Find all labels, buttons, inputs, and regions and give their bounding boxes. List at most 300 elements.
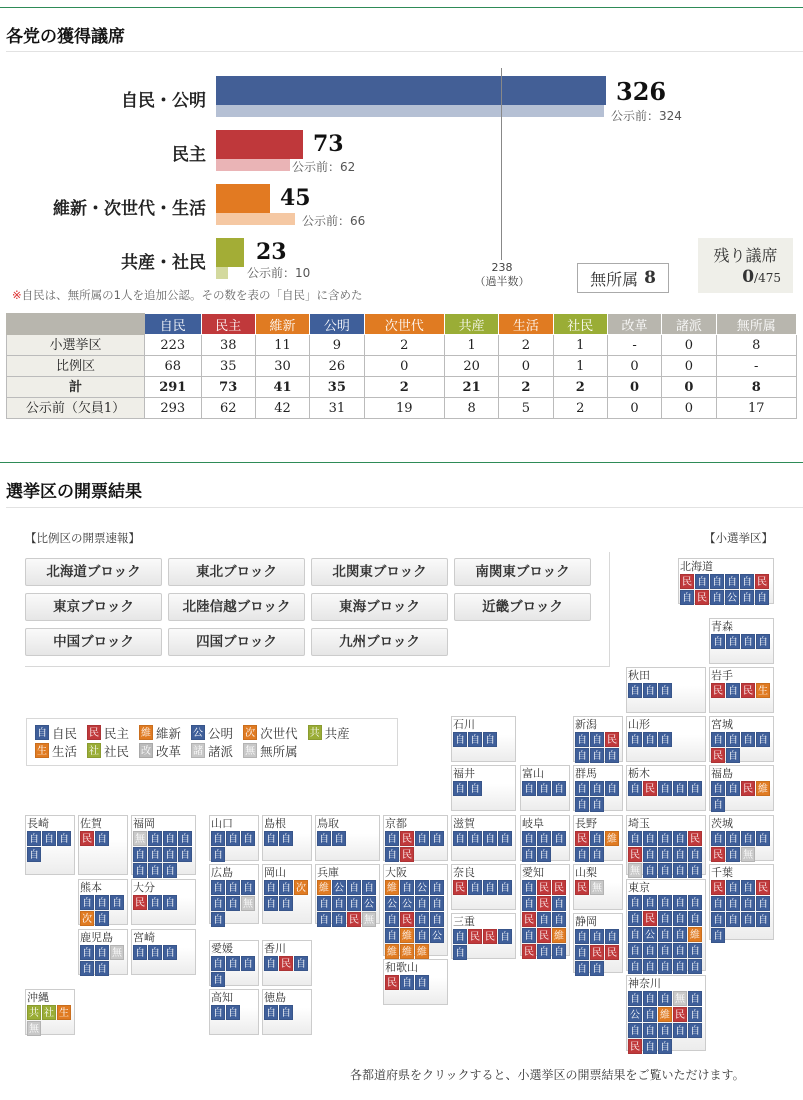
ldp-seat-icon: 自 <box>643 732 657 747</box>
table-cell: 0 <box>607 356 661 377</box>
ishin-seat-icon: 維 <box>552 928 566 943</box>
previous-seats-bar <box>216 267 228 279</box>
table-cell: 0 <box>607 377 661 398</box>
prefecture-name: 東京 <box>628 881 650 894</box>
ldp-seat-icon: 自 <box>643 1039 657 1054</box>
ldp-seat-icon: 自 <box>95 831 109 846</box>
table-cell: 2 <box>364 377 444 398</box>
prefecture-box[interactable] <box>520 864 570 956</box>
ldp-seat-icon: 自 <box>148 847 162 862</box>
ldp-seat-icon: 自 <box>453 781 467 796</box>
kaikaku-party-icon: 改 <box>139 743 153 758</box>
row-header: 公示前（欠員1） <box>7 398 145 419</box>
dpj-seat-icon: 民 <box>279 956 293 971</box>
ldp-seat-icon: 自 <box>711 928 725 943</box>
ldp-seat-icon: 自 <box>688 911 702 926</box>
ldp-seat-icon: 自 <box>522 831 536 846</box>
seat-chips <box>711 732 773 764</box>
legend-row <box>35 742 397 760</box>
legend-item-shoha <box>191 742 233 760</box>
prefecture-box[interactable] <box>626 975 706 1051</box>
prefecture-name: 島根 <box>264 817 286 830</box>
prefecture-box[interactable] <box>131 929 196 975</box>
table-cell: 8 <box>444 398 498 419</box>
prefecture-name: 秋田 <box>628 669 650 682</box>
block-button[interactable]: 北海道ブロック <box>25 558 162 586</box>
seat-chips <box>264 880 311 912</box>
dpj-seat-icon: 民 <box>483 929 497 944</box>
prefecture-name: 徳島 <box>264 991 286 1004</box>
ldp-seat-icon: 自 <box>756 896 770 911</box>
ldp-seat-icon: 自 <box>483 880 497 895</box>
ldp-seat-icon: 自 <box>226 956 240 971</box>
ldp-seat-icon: 自 <box>643 1023 657 1038</box>
block-button[interactable]: 東北ブロック <box>168 558 305 586</box>
dpj-seat-icon: 民 <box>133 895 147 910</box>
ldp-seat-icon: 自 <box>643 683 657 698</box>
legend-label: 自民 <box>52 726 78 741</box>
ldp-seat-icon: 自 <box>385 928 399 943</box>
table-cell: 35 <box>310 377 364 398</box>
ldp-seat-icon: 自 <box>453 831 467 846</box>
prefecture-box[interactable] <box>78 815 128 875</box>
dpj-seat-icon: 民 <box>590 945 604 960</box>
seat-chips <box>264 831 311 847</box>
ldp-seat-icon: 自 <box>211 956 225 971</box>
ldp-seat-icon: 自 <box>590 929 604 944</box>
dpj-seat-icon: 民 <box>453 880 467 895</box>
ldp-seat-icon: 自 <box>80 945 94 960</box>
ldp-seat-icon: 自 <box>575 847 589 862</box>
current-seats-bar <box>216 130 303 159</box>
ldp-seat-icon: 自 <box>688 847 702 862</box>
prefecture-box[interactable] <box>209 864 259 924</box>
ldp-seat-icon: 自 <box>415 912 429 927</box>
prefecture-box[interactable] <box>626 716 706 762</box>
block-button[interactable]: 南関東ブロック <box>454 558 591 586</box>
prefecture-box[interactable] <box>383 815 448 861</box>
ldp-seat-icon: 自 <box>673 847 687 862</box>
ldp-seat-icon: 自 <box>483 732 497 747</box>
ldp-seat-icon: 自 <box>741 880 755 895</box>
prefecture-name: 沖縄 <box>27 991 49 1004</box>
ldp-seat-icon: 自 <box>264 880 278 895</box>
seat-chips <box>264 956 311 972</box>
seat-chips <box>385 831 447 863</box>
ldp-seat-icon: 自 <box>27 847 41 862</box>
ldp-seat-icon: 自 <box>673 943 687 958</box>
table-corner <box>7 314 145 335</box>
prefecture-box[interactable] <box>626 815 706 875</box>
ldp-seat-icon: 自 <box>498 831 512 846</box>
ldp-seat-icon: 自 <box>430 831 444 846</box>
prefecture-name: 佐賀 <box>80 817 102 830</box>
komei-seat-icon: 公 <box>643 927 657 942</box>
dpj-seat-icon: 民 <box>605 732 619 747</box>
ldp-seat-icon: 自 <box>628 683 642 698</box>
dpj-seat-icon: 民 <box>537 880 551 895</box>
prefecture-box[interactable] <box>209 815 259 861</box>
dpj-seat-icon: 民 <box>680 574 694 589</box>
previous-seat-count: 公示前：62 <box>292 160 356 174</box>
title-underline <box>6 507 803 508</box>
prefecture-box[interactable] <box>315 864 380 924</box>
prefecture-box[interactable] <box>131 815 196 875</box>
ldp-seat-icon: 自 <box>163 831 177 846</box>
majority-value: 238 <box>491 261 513 274</box>
ldp-seat-icon: 自 <box>226 880 240 895</box>
dpj-seat-icon: 民 <box>468 929 482 944</box>
ldp-seat-icon: 自 <box>688 863 702 878</box>
prefecture-name: 山梨 <box>575 866 597 879</box>
ldp-seat-icon: 自 <box>279 896 293 911</box>
ldp-seat-icon: 自 <box>726 880 740 895</box>
ldp-seat-icon: 自 <box>317 912 331 927</box>
prefecture-name: 山口 <box>211 817 233 830</box>
prefecture-box[interactable] <box>573 815 623 861</box>
block-button[interactable]: 東海ブロック <box>311 593 448 621</box>
seat-chips <box>211 831 258 863</box>
dpj-seat-icon: 民 <box>537 896 551 911</box>
ldp-seat-icon: 自 <box>415 831 429 846</box>
ldp-seat-icon: 自 <box>430 896 444 911</box>
prefecture-box[interactable] <box>573 716 623 762</box>
jisedai-party-icon: 次 <box>243 725 257 740</box>
dpj-seat-icon: 民 <box>673 1007 687 1022</box>
prefecture-box[interactable] <box>383 959 448 1005</box>
prefecture-name: 愛知 <box>522 866 544 879</box>
ldp-seat-icon: 自 <box>163 863 177 878</box>
table-cell: 291 <box>145 377 202 398</box>
prefecture-box[interactable] <box>573 765 623 811</box>
prefecture-name: 広島 <box>211 866 233 879</box>
proportional-header: 【比例区の開票速報】 <box>25 531 140 545</box>
prefecture-name: 和歌山 <box>385 961 418 974</box>
prefecture-name: 宮城 <box>711 718 733 731</box>
prefecture-box[interactable] <box>451 716 516 762</box>
party-label: 民主 <box>172 145 206 165</box>
ldp-seat-icon: 自 <box>498 929 512 944</box>
prefecture-box[interactable] <box>383 864 448 956</box>
ldp-seat-icon: 自 <box>725 574 739 589</box>
ldp-seat-icon: 自 <box>590 961 604 976</box>
komei-seat-icon: 公 <box>725 590 739 605</box>
prefecture-box[interactable] <box>262 989 312 1035</box>
legend-label: 無所属 <box>260 744 298 759</box>
table-cell: 2 <box>499 335 553 356</box>
ldp-seat-icon: 自 <box>537 912 551 927</box>
ldp-seat-icon: 自 <box>658 911 672 926</box>
legend-item-ishin <box>139 724 181 742</box>
ldp-seat-icon: 自 <box>695 574 709 589</box>
ldp-seat-icon: 自 <box>211 847 225 862</box>
ldp-seat-icon: 自 <box>756 831 770 846</box>
ldp-seat-icon: 自 <box>643 847 657 862</box>
ldp-seat-icon: 自 <box>95 911 109 926</box>
dpj-seat-icon: 民 <box>711 847 725 862</box>
table-cell: 2 <box>553 377 607 398</box>
seat-chips <box>628 732 705 748</box>
seat-chips <box>133 945 195 961</box>
ldp-seat-icon: 自 <box>741 912 755 927</box>
footnote <box>12 287 362 303</box>
previous-seat-count: 公示前：66 <box>302 214 366 228</box>
prefecture-box[interactable] <box>626 879 706 971</box>
prefecture-box[interactable] <box>262 940 312 986</box>
seat-chips <box>211 956 258 988</box>
prefecture-box[interactable] <box>626 765 706 811</box>
dpj-seat-icon: 民 <box>756 880 770 895</box>
table-cell: 35 <box>201 356 255 377</box>
ldp-seat-icon: 自 <box>658 991 672 1006</box>
block-button[interactable]: 九州ブロック <box>311 628 448 656</box>
prefecture-box[interactable] <box>678 558 774 604</box>
legend-label: 民主 <box>104 726 130 741</box>
block-button[interactable]: 四国ブロック <box>168 628 305 656</box>
party-column-header: 諸派 <box>662 314 716 335</box>
ldp-seat-icon: 自 <box>552 831 566 846</box>
seikatsu-seat-icon: 生 <box>756 683 770 698</box>
prefecture-box[interactable] <box>573 913 623 973</box>
ldp-seat-icon: 自 <box>241 956 255 971</box>
party-column-header: 共産 <box>444 314 498 335</box>
table-cell: 0 <box>607 398 661 419</box>
prefecture-box[interactable] <box>25 815 75 875</box>
legend-item-ldp <box>35 724 77 742</box>
ldp-seat-icon: 自 <box>575 929 589 944</box>
ind-party-icon: 無 <box>243 743 257 758</box>
legend-item-seikatsu <box>35 742 77 760</box>
ldp-seat-icon: 自 <box>211 912 225 927</box>
ldp-seat-icon: 自 <box>415 896 429 911</box>
block-button[interactable]: 中国ブロック <box>25 628 162 656</box>
ldp-seat-icon: 自 <box>385 831 399 846</box>
ldp-seat-icon: 自 <box>658 895 672 910</box>
prefecture-box[interactable] <box>709 864 774 940</box>
title-underline <box>6 51 803 52</box>
prefecture-box[interactable] <box>131 879 196 925</box>
table-cell: - <box>607 335 661 356</box>
ldp-seat-icon: 自 <box>95 961 109 976</box>
ishin-seat-icon: 維 <box>756 781 770 796</box>
ldp-seat-icon: 自 <box>294 956 308 971</box>
ldp-seat-icon: 自 <box>468 880 482 895</box>
ldp-seat-icon: 自 <box>605 781 619 796</box>
ldp-seat-icon: 自 <box>726 748 740 763</box>
table-cell: 19 <box>364 398 444 419</box>
ldp-seat-icon: 自 <box>468 831 482 846</box>
prefecture-box[interactable] <box>78 879 128 925</box>
majority-line <box>501 68 502 260</box>
jisedai-seat-icon: 次 <box>294 880 308 895</box>
seat-chips <box>211 1005 258 1021</box>
dpj-seat-icon: 民 <box>643 911 657 926</box>
dpj-seat-icon: 民 <box>400 831 414 846</box>
prefecture-box[interactable] <box>209 940 259 986</box>
ishin-seat-icon: 維 <box>415 944 429 959</box>
ldp-seat-icon: 自 <box>711 896 725 911</box>
ldp-seat-icon: 自 <box>740 574 754 589</box>
ldp-seat-icon: 自 <box>673 1023 687 1038</box>
prefecture-box[interactable] <box>25 989 75 1035</box>
ldp-seat-icon: 自 <box>741 896 755 911</box>
ldp-seat-icon: 自 <box>590 831 604 846</box>
ldp-seat-icon: 自 <box>522 847 536 862</box>
ldp-seat-icon: 自 <box>148 945 162 960</box>
ldp-seat-icon: 自 <box>317 831 331 846</box>
prefecture-name: 福岡 <box>133 817 155 830</box>
ldp-seat-icon: 自 <box>673 895 687 910</box>
legend-label: 社民 <box>104 744 130 759</box>
section-title-seats: 各党の獲得議席 <box>6 27 125 47</box>
block-button[interactable]: 近畿ブロック <box>454 593 591 621</box>
ldp-seat-icon: 自 <box>133 863 147 878</box>
dpj-seat-icon: 民 <box>400 847 414 862</box>
seat-chips <box>711 781 773 813</box>
prefecture-box[interactable] <box>709 618 774 664</box>
row-header: 小選挙区 <box>7 335 145 356</box>
party-column-header: 生活 <box>499 314 553 335</box>
table-cell: 21 <box>444 377 498 398</box>
ldp-seat-icon: 自 <box>430 880 444 895</box>
prefecture-box[interactable] <box>451 815 516 861</box>
table-row <box>7 356 797 377</box>
ldp-seat-icon: 自 <box>57 831 71 846</box>
prefecture-box[interactable] <box>451 913 516 959</box>
ishin-seat-icon: 維 <box>385 944 399 959</box>
ldp-seat-icon: 自 <box>680 590 694 605</box>
ldp-seat-icon: 自 <box>590 847 604 862</box>
legend-item-ind <box>243 742 298 760</box>
prefecture-box[interactable] <box>315 815 380 861</box>
remaining-count: 0 <box>742 267 755 287</box>
ldp-seat-icon: 自 <box>590 732 604 747</box>
ldp-seat-icon: 自 <box>658 781 672 796</box>
party-column-header: 自民 <box>145 314 202 335</box>
ldp-seat-icon: 自 <box>688 781 702 796</box>
ldp-seat-icon: 自 <box>430 912 444 927</box>
prefecture-name: 岐阜 <box>522 817 544 830</box>
prefecture-name: 静岡 <box>575 915 597 928</box>
seat-chips <box>385 880 447 960</box>
ldp-seat-icon: 自 <box>264 956 278 971</box>
seat-chips <box>575 880 622 896</box>
prefecture-box[interactable] <box>262 864 312 924</box>
prefecture-name: 福井 <box>453 767 475 780</box>
party-label: 自民・公明 <box>121 91 206 111</box>
ldp-seat-icon: 自 <box>673 863 687 878</box>
ldp-seat-icon: 自 <box>522 896 536 911</box>
seat-chips <box>385 975 447 991</box>
legend-item-sdp <box>87 742 129 760</box>
prefecture-box[interactable] <box>709 765 774 811</box>
seat-chips <box>628 895 705 975</box>
remaining-total: /475 <box>754 271 781 285</box>
dpj-seat-icon: 民 <box>711 748 725 763</box>
ldp-seat-icon: 自 <box>658 732 672 747</box>
block-button[interactable]: 北陸信越ブロック <box>168 593 305 621</box>
ldp-seat-icon: 自 <box>726 683 740 698</box>
block-button[interactable]: 北関東ブロック <box>311 558 448 586</box>
ldp-seat-icon: 自 <box>211 831 225 846</box>
ldp-seat-icon: 自 <box>575 732 589 747</box>
ldp-seat-icon: 自 <box>468 732 482 747</box>
prefecture-name: 熊本 <box>80 881 102 894</box>
independent-seat-icon: 無 <box>110 945 124 960</box>
prefecture-box[interactable] <box>709 815 774 861</box>
legend-label: 改革 <box>156 744 182 759</box>
previous-seat-count: 公示前：10 <box>247 266 311 280</box>
prefecture-box[interactable] <box>573 864 623 910</box>
ldp-seat-icon: 自 <box>95 945 109 960</box>
table-cell: 0 <box>662 377 716 398</box>
ldp-seat-icon: 自 <box>673 959 687 974</box>
independent-seat-icon: 無 <box>741 847 755 862</box>
prefecture-box[interactable] <box>709 667 774 713</box>
ldp-seat-icon: 自 <box>711 732 725 747</box>
ldp-seat-icon: 自 <box>628 927 642 942</box>
majority-caption: （過半数） <box>474 275 530 288</box>
ldp-seat-icon: 自 <box>711 781 725 796</box>
ldp-seat-icon: 自 <box>688 991 702 1006</box>
ldp-seat-icon: 自 <box>241 880 255 895</box>
prefecture-name: 香川 <box>264 942 286 955</box>
ldp-seat-icon: 自 <box>643 943 657 958</box>
ldp-seat-icon: 自 <box>756 912 770 927</box>
prefecture-box[interactable] <box>626 667 706 713</box>
row-header: 比例区 <box>7 356 145 377</box>
prefecture-box[interactable] <box>520 765 570 811</box>
party-column-header: 無所属 <box>716 314 797 335</box>
block-button[interactable]: 東京ブロック <box>25 593 162 621</box>
ldp-seat-icon: 自 <box>575 748 589 763</box>
ldp-seat-icon: 自 <box>628 911 642 926</box>
seat-count: 73 <box>313 131 344 157</box>
ishin-seat-icon: 維 <box>688 927 702 942</box>
ldp-seat-icon: 自 <box>658 1039 672 1054</box>
seat-chips <box>453 732 515 748</box>
table-cell: 9 <box>310 335 364 356</box>
prefecture-box[interactable] <box>520 815 570 861</box>
legend-item-komei <box>191 724 233 742</box>
ldp-seat-icon: 自 <box>673 831 687 846</box>
prefecture-box[interactable] <box>451 765 516 811</box>
ldp-seat-icon: 自 <box>279 831 293 846</box>
seats-table <box>6 313 797 419</box>
ldp-seat-icon: 自 <box>590 797 604 812</box>
table-cell: 8 <box>716 335 797 356</box>
table-row <box>7 335 797 356</box>
seikatsu-seat-icon: 生 <box>57 1005 71 1020</box>
ldp-seat-icon: 自 <box>483 831 497 846</box>
table-cell: 62 <box>201 398 255 419</box>
dpj-seat-icon: 民 <box>711 880 725 895</box>
prefecture-box[interactable] <box>78 929 128 975</box>
prefecture-box[interactable] <box>262 815 312 861</box>
dpj-seat-icon: 民 <box>522 944 536 959</box>
sdp-party-icon: 社 <box>87 743 101 758</box>
ldp-seat-icon: 自 <box>537 847 551 862</box>
ldp-seat-icon: 自 <box>453 732 467 747</box>
ldp-seat-icon: 自 <box>688 895 702 910</box>
prefecture-box[interactable] <box>451 864 516 910</box>
prefecture-box[interactable] <box>709 716 774 762</box>
majority-label <box>470 261 534 289</box>
prefecture-box[interactable] <box>209 989 259 1035</box>
ishin-seat-icon: 維 <box>605 831 619 846</box>
previous-seats-bar <box>216 213 295 225</box>
prefecture-name: 奈良 <box>453 866 475 879</box>
